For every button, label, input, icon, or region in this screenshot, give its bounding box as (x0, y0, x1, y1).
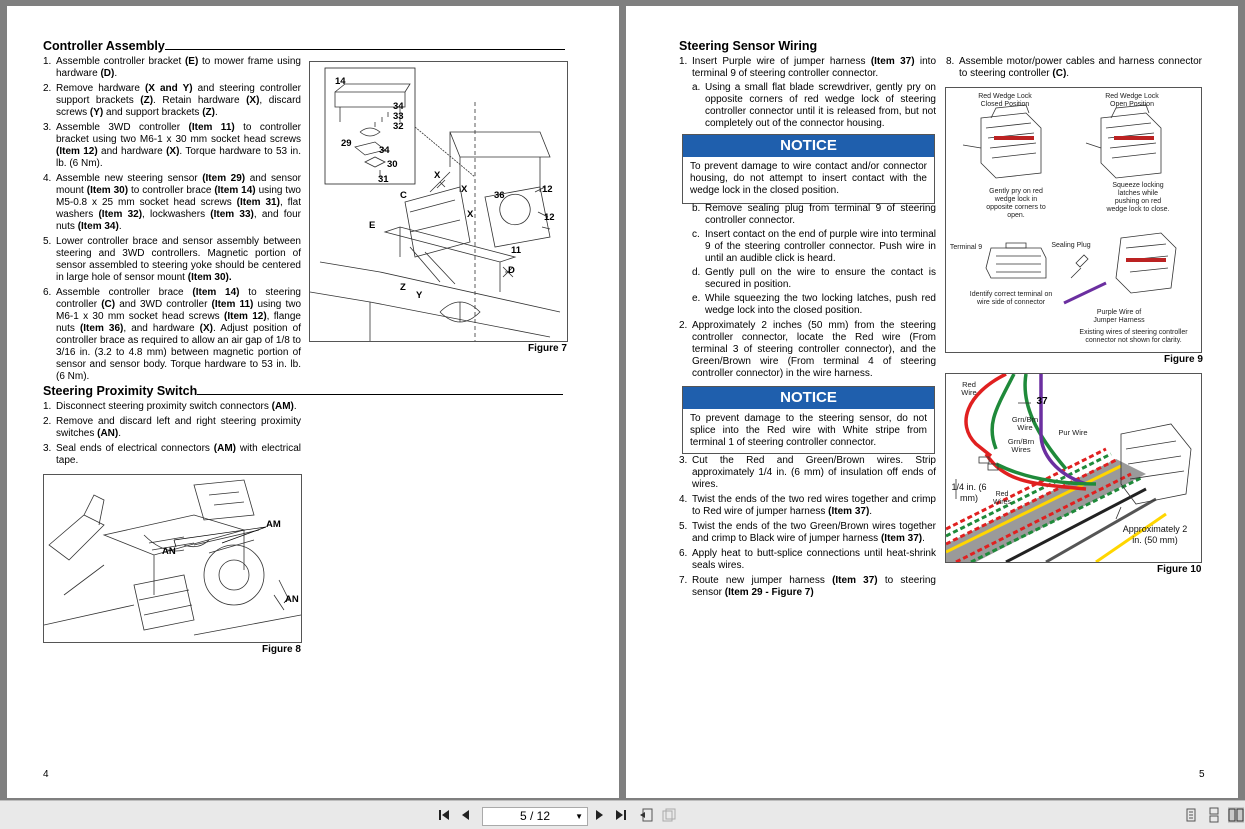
step-5: 5. Lower controller brace and sensor assembly between steering and 3WD controllers. Magnetic portion of sensor assembled to steering yoke should be centered in large hole of sensor mount (Item 30). (43, 236, 301, 283)
notice-box-2 (682, 386, 935, 454)
sensor-wiring-step-8 (946, 56, 1202, 83)
step-3: 3. Assemble 3WD controller (Item 11) to controller bracket using two M6-1 x 30 mm socket head screws (Item 12) and hardware (X). Torque hardware to 53 in. lb. (6 Nm). (43, 122, 302, 169)
fig8-label-an2: AN (285, 594, 299, 605)
step-6: 6. Apply heat to butt-splice connections until heat-shrink seals wires. (679, 548, 936, 571)
fig10-quarter-inch-label: 1/4 in. (6 mm) (951, 482, 987, 503)
steering-proximity-heading: Steering Proximity Switch (43, 384, 563, 398)
single-page-view-icon[interactable] (1183, 807, 1199, 823)
go-forward-icon[interactable] (661, 807, 677, 823)
step-1: 1. Assemble controller bracket (E) to mower frame using hardware (D). (43, 56, 301, 79)
step-3: 3. Seal ends of electrical connectors (AM) with electrical tape. (43, 443, 301, 466)
step-2: 2. Remove hardware (X and Y) and steering controller support brackets (Z). Retain hardware (X), discard screws (Y) and support brackets (Z). (43, 83, 301, 118)
fig7-label-c: C (400, 190, 407, 201)
step-2: 2. Approximately 2 inches (50 mm) from the steering controller connector, locate the Red wire (From terminal 3 of steering controller connector), and the Green/Brown wire (From terminal 4 of steering controller connector) in the wire harness. (679, 320, 936, 379)
fig7-label-30: 30 (387, 159, 398, 170)
fig7-label-29: 29 (341, 138, 352, 149)
continuous-view-icon[interactable] (1206, 807, 1222, 823)
figure-10-illustration (945, 373, 1202, 563)
figure-7-illustration (309, 61, 568, 342)
fig7-label-e: E (369, 220, 376, 231)
viewer-toolbar (0, 800, 1245, 829)
previous-page-icon[interactable] (458, 807, 474, 823)
figure-8-caption: Figure 8 (262, 644, 301, 655)
step-4: 4. Assemble new steering sensor (Item 29) and sensor mount (Item 30) to controller brace (Item 14) using two M5-0.8 x 25 mm socket head screws (Item 31), flat washers (Item 32), lockwashers (Item 33), and four nuts (Item 34). (43, 173, 302, 232)
step-2: 2. Remove and discard left and right steering proximity switches (AN). (43, 416, 301, 439)
step-1: 1. Disconnect steering proximity switch connectors (AM). (43, 401, 297, 412)
fig7-label-34a: 34 (393, 101, 404, 112)
step-1a: a. Using a small flat blade screwdriver, gently pry on opposite corners of red wedge lock of steering controller connector until it is released from, but not completely out of the connector housing. (692, 82, 936, 129)
right-page (626, 6, 1238, 798)
fig9-identify-label: Identify correct terminal on wire side of connector (969, 291, 1053, 306)
fig7-label-34b: 34 (379, 145, 390, 156)
page-number-right: 5 (1199, 769, 1205, 780)
sensor-wiring-steps-part1 (679, 56, 936, 133)
notice-1-header: NOTICE (683, 135, 934, 157)
fig9-existing-label: Existing wires of steering controller connector not shown for clarity. (1079, 329, 1188, 344)
fig10-red-wire-label: Red Wire (961, 380, 977, 397)
fig9-terminal-label: Terminal 9 (949, 244, 983, 251)
fig7-label-x3: X (467, 209, 474, 220)
step-5: 5. Twist the ends of the two Green/Brown wires together and crimp to Black wire of jumper harness (Item 37). (679, 521, 936, 544)
figure-8-illustration (43, 474, 302, 643)
two-page-view-icon[interactable] (1228, 807, 1244, 823)
page-number-left: 4 (43, 769, 49, 780)
go-back-icon[interactable] (639, 807, 655, 823)
notice-1-body: To prevent damage to wire contact and/or connector housing, do not attempt to insert contact with the wedge lock in the closed position. (690, 161, 927, 196)
fig7-label-x2: X (461, 184, 468, 195)
left-page (7, 6, 619, 798)
fig10-red-wires-label: Red Wires (993, 491, 1011, 506)
steering-sensor-wiring-heading: Steering Sensor Wiring (679, 39, 818, 53)
first-page-icon[interactable] (436, 807, 452, 823)
fig7-label-36: 36 (494, 190, 505, 201)
fig9-purple-label: Purple Wire of Jumper Harness (1093, 309, 1145, 324)
steering-proximity-steps (43, 401, 301, 470)
fig9-pry-label: Gently pry on red wedge lock in opposite corners to open. (986, 188, 1046, 219)
controller-assembly-steps (43, 56, 301, 386)
last-page-icon[interactable] (613, 807, 629, 823)
fig10-grn-wires-label: Grn/Brn Wires (1007, 437, 1035, 454)
fig8-label-an1: AN (162, 546, 176, 557)
fig9-closed-label: Red Wedge Lock Closed Position (978, 93, 1032, 108)
sensor-wiring-steps-part2 (679, 203, 936, 383)
fig7-label-z: Z (400, 282, 406, 293)
fig7-label-12b: 12 (544, 212, 555, 223)
fig7-label-31: 31 (378, 174, 389, 185)
fig7-label-y: Y (416, 290, 423, 301)
fig9-plug-label: Sealing Plug (1051, 242, 1091, 249)
page-indicator: 5 / 12 (519, 809, 551, 823)
fig7-label-33: 33 (393, 111, 404, 122)
step-6: 6. Assemble controller brace (Item 14) to steering controller (C) and 3WD controller (Item 11) using two M6-1 x 30 mm socket head screws (Item 12), flange nuts (Item 36), and hardware (X). Adjust position of controller brace as required to allow an air gap of 1/8 to 3/16 in. (3.2 to 4.8 mm) between magnetic portion of sensor and sensor body. Torque hardware to 53 in. lb. (6 Nm). (43, 287, 302, 382)
fig8-label-am: AM (266, 519, 281, 530)
sensor-wiring-steps-part3 (679, 455, 936, 602)
notice-2-body: To prevent damage to the steering sensor, do not splice into the Red wire with White stripe from terminal 1 of steering controller connector. (690, 413, 927, 448)
notice-box-1 (682, 134, 935, 204)
figure-10-caption: Figure 10 (1157, 564, 1202, 575)
next-page-icon[interactable] (591, 807, 607, 823)
figure-9-illustration (945, 87, 1202, 353)
figure-7-caption: Figure 7 (528, 343, 567, 354)
fig7-label-11: 11 (511, 245, 522, 256)
fig10-item37-label: 37 (1036, 396, 1048, 407)
fig7-label-32: 32 (393, 121, 404, 132)
fig10-grn-wire-label: Grn/Brn Wire (1011, 415, 1039, 432)
sub-step-b: b. Remove sealing plug from terminal 9 of steering controller connector. (692, 203, 936, 226)
sub-step-c: c. Insert contact on the end of purple wire into terminal 9 of the steering controller connector. Push wire in until an audible click is heard. (692, 229, 936, 264)
step-1: 1. Insert Purple wire of jumper harness (Item 37) into terminal 9 of steering controller connector. a. Using a small flat blade screwdriver, gently pry on opposite corners of red wedge lock of steering controller connector until it is released from, but not completely out of the connector housing. (679, 56, 937, 129)
step-8: 8. Assemble motor/power cables and harness connector to steering controller (C). (946, 56, 1202, 79)
step-4: 4. Twist the ends of the two red wires together and crimp to Red wire of jumper harness (Item 37). (679, 494, 936, 517)
controller-assembly-heading: Controller Assembly (43, 39, 565, 53)
fig7-label-x1: X (434, 170, 441, 181)
step-1-continued (679, 203, 936, 317)
step-3: 3. Cut the Red and Green/Brown wires. Strip approximately 1/4 in. (6 mm) of insulation off ends of wires. (679, 455, 936, 490)
chevron-down-icon: ▼ (575, 812, 583, 821)
fig9-squeeze-label: Squeeze locking latches while pushing on red wedge lock to close. (1106, 182, 1170, 213)
fig10-pur-wire-label: Pur Wire (1058, 428, 1088, 437)
fig7-label-14: 14 (335, 76, 346, 87)
fig10-approx-label: Approximately 2 in. (50 mm) (1122, 524, 1188, 545)
fig7-label-d: D (508, 265, 515, 276)
figure-9-caption: Figure 9 (1164, 354, 1203, 365)
sub-step-d: d. Gently pull on the wire to ensure the contact is secured in position. (692, 267, 936, 290)
page-selector[interactable] (482, 807, 588, 826)
fig9-open-label: Red Wedge Lock Open Position (1105, 93, 1159, 108)
notice-2-header: NOTICE (683, 387, 934, 409)
sub-step-e: e. While squeezing the two locking latches, push red wedge lock into the closed position. (692, 293, 936, 316)
step-7: 7. Route new jumper harness (Item 37) to steering sensor (Item 29 - Figure 7) (679, 575, 936, 598)
fig7-label-12a: 12 (542, 184, 553, 195)
